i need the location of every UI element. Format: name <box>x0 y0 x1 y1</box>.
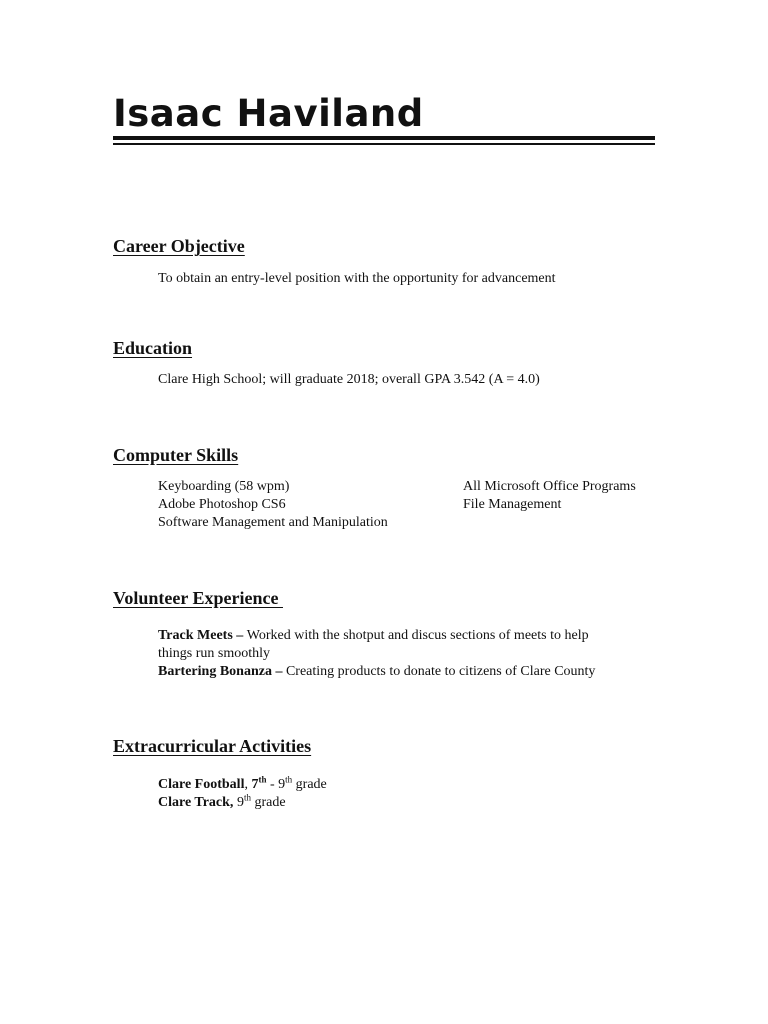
career-objective-text: To obtain an entry-level position with the opportunity for advancement <box>158 271 556 286</box>
computer-skills-heading: Computer Skills <box>113 445 239 465</box>
header-rule-thick <box>113 136 655 140</box>
volunteer-item-text-continued: things run smoothly <box>158 646 271 661</box>
volunteer-item-track-meets <box>158 627 589 645</box>
skill-item: All Microsoft Office Programs <box>463 479 636 494</box>
volunteer-item-text: Worked with the shotput and discus sections of meets to help <box>246 628 589 643</box>
education-heading: Education <box>113 338 193 358</box>
activity-item-track <box>158 794 286 812</box>
activity-separator: , <box>244 777 252 792</box>
volunteer-item-title: Bartering Bonanza <box>158 664 272 679</box>
activity-item-football <box>158 776 327 794</box>
grade-start: 9 <box>236 795 244 810</box>
grade-end: 9 <box>278 777 286 792</box>
volunteer-item-title: Track Meets <box>158 628 233 643</box>
skill-item: Software Management and Manipulation <box>158 515 388 530</box>
header-rule-thin <box>113 143 655 145</box>
grade-start-ordinal: th <box>258 774 267 785</box>
extracurricular-heading: Extracurricular Activities <box>113 736 312 756</box>
education-text: Clare High School; will graduate 2018; overall GPA 3.542 (A = 4.0) <box>158 372 540 387</box>
grade-start: 7 <box>251 777 259 792</box>
activity-title: Clare Track, <box>158 795 234 810</box>
volunteer-heading: Volunteer Experience <box>113 588 283 608</box>
grade-end-ordinal: th <box>285 774 293 785</box>
applicant-name: Isaac Haviland <box>113 92 424 135</box>
volunteer-item-bartering-bonanza <box>158 663 595 681</box>
grade-start-ordinal: th <box>243 792 251 803</box>
volunteer-item-dash: – <box>271 664 286 679</box>
career-objective-heading: Career Objective <box>113 236 245 256</box>
skill-item: File Management <box>463 497 562 512</box>
grade-suffix: grade <box>292 777 327 792</box>
activity-title: Clare Football <box>158 777 245 792</box>
volunteer-item-dash: – <box>232 628 247 643</box>
grade-range-separator: - <box>266 777 279 792</box>
skill-item: Adobe Photoshop CS6 <box>158 497 286 512</box>
skill-item: Keyboarding (58 wpm) <box>158 479 290 494</box>
grade-suffix: grade <box>250 795 286 810</box>
volunteer-item-text: Creating products to donate to citizens of Clare County <box>285 664 596 679</box>
